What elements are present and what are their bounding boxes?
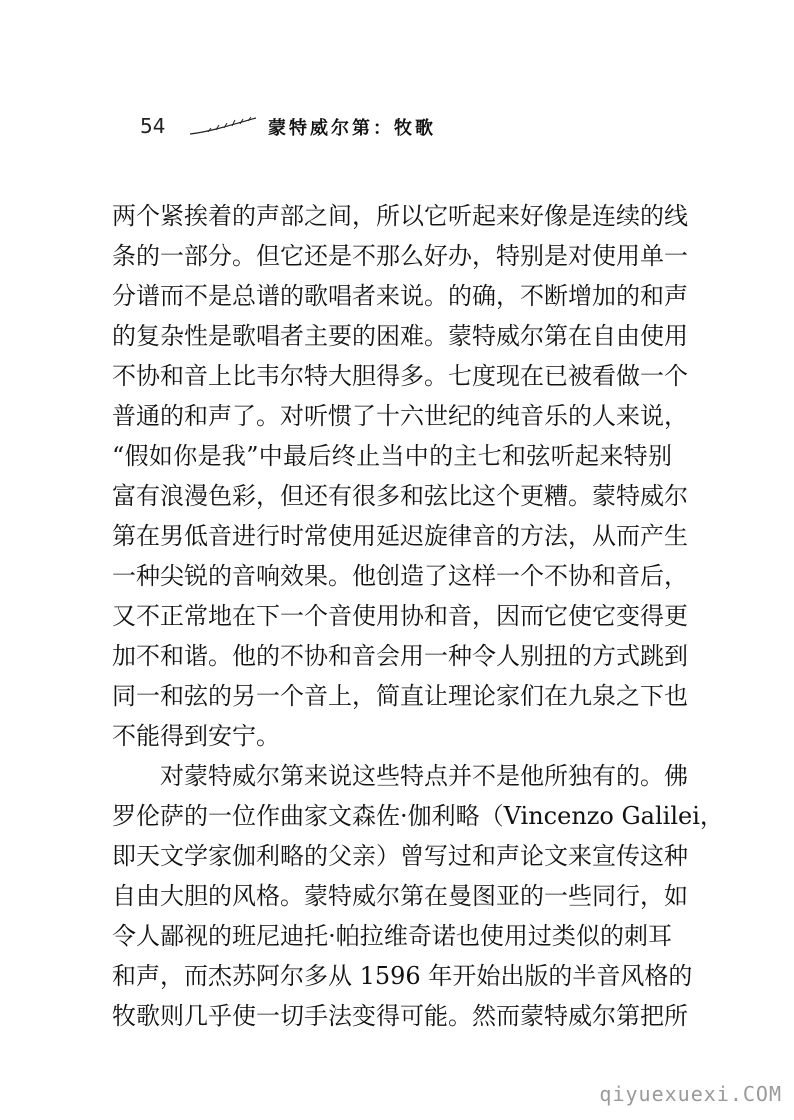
text-line: “假如你是我”中最后终止当中的主七和弦听起来特别	[112, 442, 672, 470]
text-line: 令人鄙视的班尼迪托·帕拉维奇诺也使用过类似的刺耳	[112, 922, 672, 950]
site-watermark: qiyuexuexi.COM	[599, 1082, 782, 1106]
text-line: 分谱而不是总谱的歌唱者来说。的确，不断增加的和声	[112, 282, 688, 310]
text-line: 和声，而杰苏阿尔多从 1596 年开始出版的半音风格的	[112, 962, 693, 990]
text-line: 一种尖锐的音响效果。他创造了这样一个不协和音后，	[112, 562, 688, 590]
text-line: 的复杂性是歌唱者主要的困难。蒙特威尔第在自由使用	[112, 322, 688, 350]
text-line: 加不和谐。他的不协和音会用一种令人别扭的方式跳到	[112, 642, 688, 670]
page-number: 54	[140, 114, 166, 138]
text-line: 普通的和声了。对听惯了十六世纪的纯音乐的人来说，	[112, 402, 688, 430]
text-line: 第在男低音进行时常使用延迟旋律音的方法，从而产生	[112, 522, 688, 550]
text-line: 条的一部分。但它还是不那么好办，特别是对使用单一	[112, 242, 688, 270]
text-line: 同一和弦的另一个音上，简直让理论家们在九泉之下也	[112, 682, 688, 710]
text-line: 两个紧挨着的声部之间，所以它听起来好像是连续的线	[112, 202, 688, 230]
text-line: 自由大胆的风格。蒙特威尔第在曼图亚的一些同行，如	[112, 882, 688, 910]
body-text	[112, 196, 724, 1036]
feather-ornament-icon	[188, 116, 258, 138]
page-header	[140, 110, 470, 140]
text-line: 牧歌则几乎使一切手法变得可能。然而蒙特威尔第把所	[112, 1002, 688, 1030]
text-line: 又不正常地在下一个音使用协和音，因而它使它变得更	[112, 602, 688, 630]
paragraph-end-line: 不能得到安宁。	[112, 722, 280, 750]
text-line: 不协和音上比韦尔特大胆得多。七度现在已被看做一个	[112, 362, 688, 390]
text-line: 即天文学家伽利略的父亲）曾写过和声论文来宣传这种	[112, 842, 688, 870]
text-line: 富有浪漫色彩，但还有很多和弦比这个更糟。蒙特威尔	[112, 482, 688, 510]
paragraph-start-line: 对蒙特威尔第来说这些特点并不是他所独有的。佛	[160, 762, 688, 790]
text-line: 罗伦萨的一位作曲家文森佐·伽利略（Vincenzo Galilei，	[112, 802, 724, 830]
running-title: 蒙特威尔第：牧歌	[268, 118, 436, 139]
